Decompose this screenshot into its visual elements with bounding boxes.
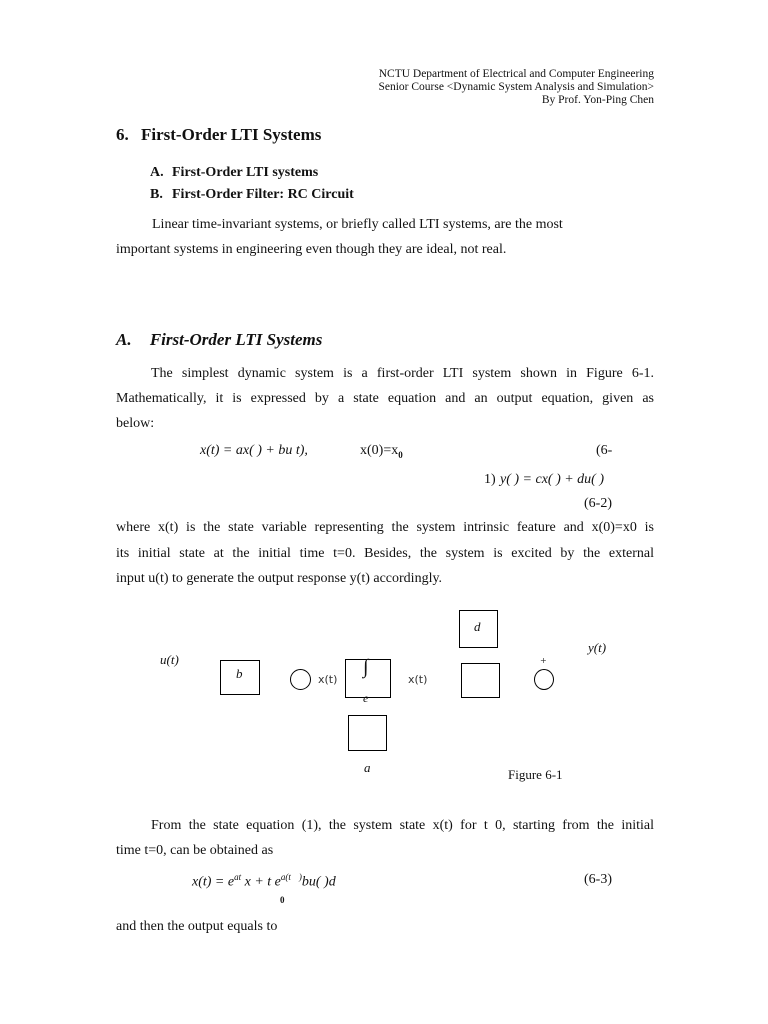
integral-lower-limit: 0 xyxy=(280,895,285,905)
input-label: u(t) xyxy=(160,652,179,667)
intro-line-1: Linear time-invariant systems, or briefly called LTI systems, are the most xyxy=(152,217,563,232)
eq-label-2: (6-2) xyxy=(584,496,612,511)
solution-equation: $x(t) = e^{at}$ x + t $e^{a(t}$ )bu( )d xyxy=(192,872,336,890)
output-label: y(t) xyxy=(588,640,607,655)
header-line-3: By Prof. Yon-Ping Chen xyxy=(541,94,654,106)
gain-b-label: b xyxy=(236,666,243,681)
header-line-2: Senior Course <Dynamic System Analysis and Simulation> xyxy=(378,81,654,93)
x-label: x(t) xyxy=(408,673,428,686)
toc-letter: A. xyxy=(150,165,164,180)
toc-letter: B. xyxy=(150,187,163,202)
para2-line-2: its initial state at the initial time t=0. Besides, the system is excited by the external xyxy=(116,546,654,561)
para1-line-3: below: xyxy=(116,416,155,431)
para3-line-2: time t=0, can be obtained as xyxy=(116,843,274,858)
para4-line-1: and then the output equals to xyxy=(116,919,278,934)
eq-label-1b: 1) xyxy=(484,472,496,487)
sum-sign-mark: + xyxy=(540,656,547,665)
xdot-label: x(t) xyxy=(318,673,338,686)
integral-sign: ∫ xyxy=(363,656,369,678)
section-a-heading xyxy=(116,330,322,350)
gain-d-label: d xyxy=(474,619,481,634)
summing-junction-1 xyxy=(290,669,311,690)
gain-c-block xyxy=(461,663,500,698)
para1-line-2: Mathematically, it is expressed by a state equation and an output equation, given as xyxy=(116,391,654,406)
toc-item-b xyxy=(150,187,354,203)
toc-label: First-Order Filter: RC Circuit xyxy=(172,187,354,202)
eq-label-3: (6-3) xyxy=(584,872,612,887)
output-equation: y( ) = cx( ) + du( ) xyxy=(500,472,605,487)
para3-line-1: From the state equation (1), the system state x(t) for t 0, starting from the initial xyxy=(151,818,654,833)
section-letter: A. xyxy=(116,330,132,349)
state-equation: x(t) = ax( ) + bu t), xyxy=(200,443,308,458)
intro-line-2: important systems in engineering even though they are ideal, not real. xyxy=(116,242,507,257)
section-title: First-Order LTI Systems xyxy=(149,330,323,349)
figure-caption: Figure 6-1 xyxy=(508,767,563,782)
toc-label: First-Order LTI systems xyxy=(172,165,319,180)
chapter-title-text: First-Order LTI Systems xyxy=(141,125,322,144)
toc-item-a xyxy=(150,165,319,181)
header-line-1: NCTU Department of Electrical and Computer Engineering xyxy=(378,68,654,80)
summing-junction-2 xyxy=(534,669,554,690)
initial-condition: $x(0)=x_0$ xyxy=(360,443,403,460)
integrator-sub: e xyxy=(363,691,369,705)
para2-line-3: input u(t) to generate the output response y(t) accordingly. xyxy=(116,571,443,586)
para1-line-1: The simplest dynamic system is a first-order LTI system shown in Figure 6-1. xyxy=(151,366,654,381)
gain-a-label: a xyxy=(364,760,371,775)
eq-label-1a: (6- xyxy=(596,443,613,458)
chapter-title xyxy=(116,125,321,145)
para2-line-1: where x(t) is the state variable representing the system intrinsic feature and x(0)=x0 is xyxy=(116,520,654,535)
chapter-number: 6. xyxy=(116,125,129,144)
gain-a-block xyxy=(348,715,387,751)
